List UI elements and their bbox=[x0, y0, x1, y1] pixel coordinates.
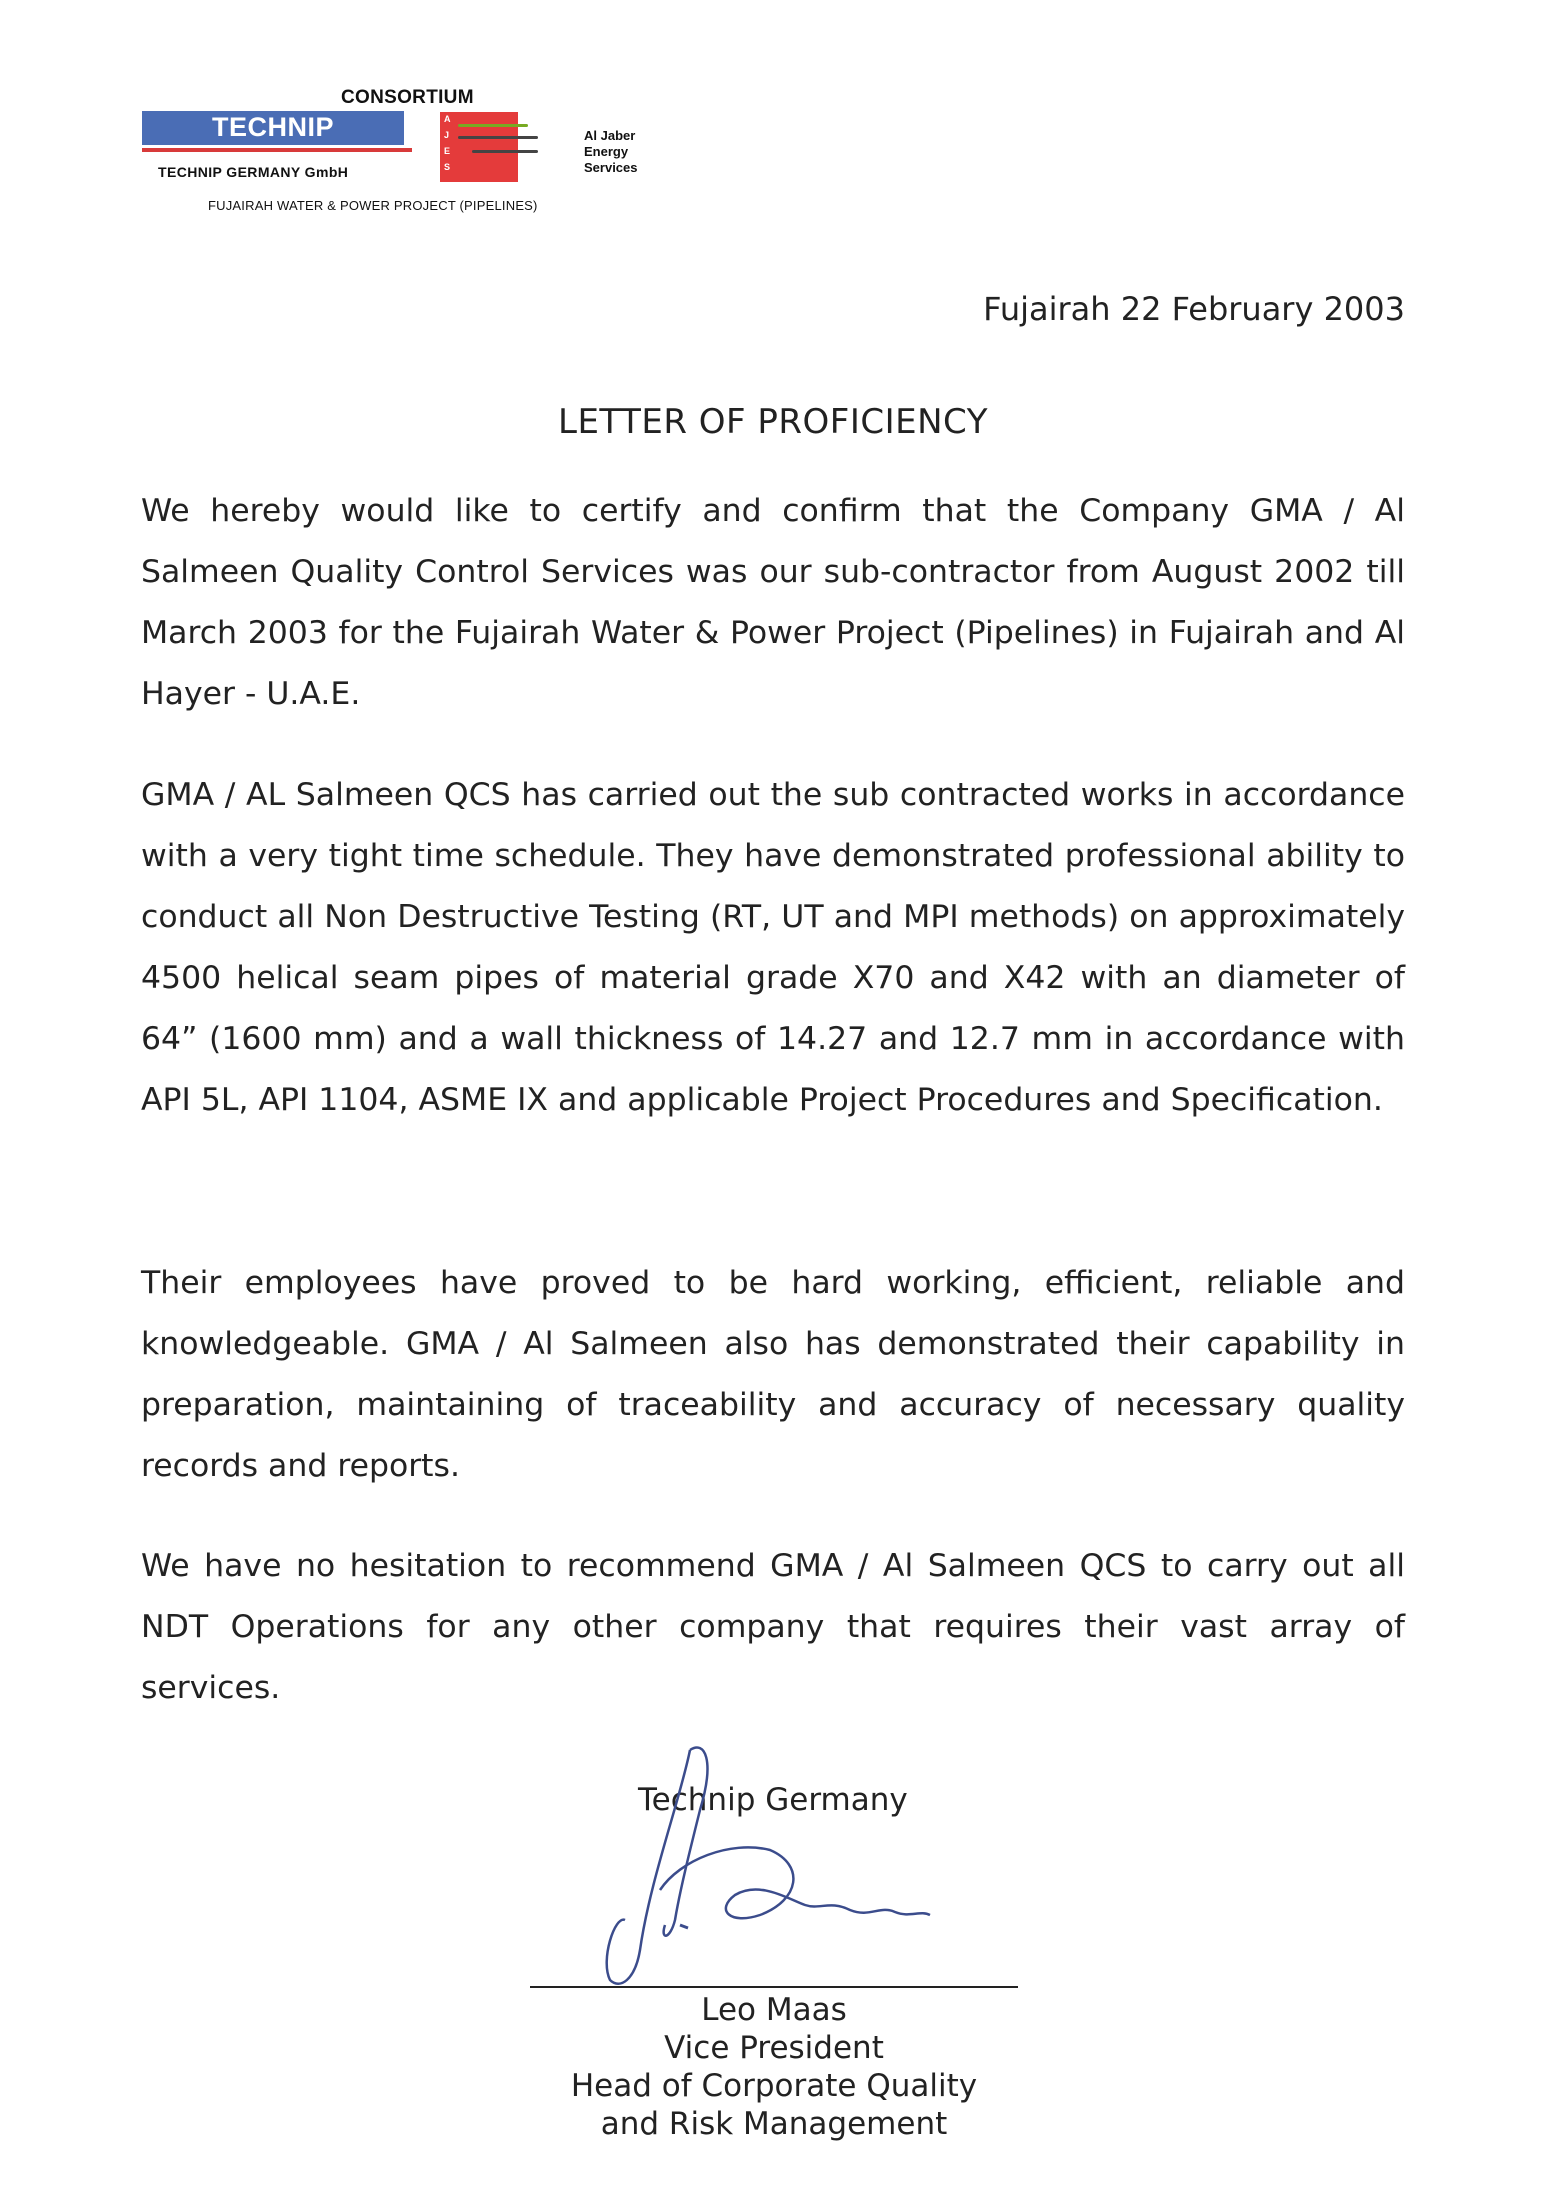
ajes-letter: J bbox=[444, 130, 450, 140]
al-jaber-line: Al Jaber bbox=[584, 128, 636, 143]
signer-name: Leo Maas bbox=[701, 1992, 847, 2028]
al-jaber-line: Services bbox=[584, 160, 638, 175]
signature-block bbox=[530, 1740, 1030, 2142]
project-name: FUJAIRAH WATER & POWER PROJECT (PIPELINES) bbox=[208, 198, 538, 213]
paragraph bbox=[141, 1253, 1405, 1497]
technip-logo bbox=[142, 111, 404, 145]
ajes-letter: E bbox=[444, 146, 451, 156]
signer-department: and Risk Management bbox=[600, 2106, 948, 2142]
letterhead bbox=[138, 84, 678, 224]
paragraph-text: We hereby would like to certify and confirm that the Company GMA / Al Salmeen Quality Control Services was our sub-contractor from August 2002 till March 2003 for the Fujairah Water & Power Project (Pipelines) in Fujairah and Al Hayer - U.A.E. bbox=[141, 493, 1405, 712]
letter-date: Fujairah 22 February 2003 bbox=[983, 290, 1405, 328]
paragraph bbox=[141, 1536, 1405, 1719]
technip-logo-underline bbox=[142, 148, 412, 152]
paragraph-text: GMA / AL Salmeen QCS has carried out the sub contracted works in accordance with a very tight time schedule. They have demonstrated professional ability to conduct all Non Destructive Testing (RT, UT and MPI methods) on approximately 4500 helical seam pipes of material grade X70 and X42 with an diameter of 64” (1600 mm) and a wall thickness of 14.27 and 12.7 mm in accordance with API 5L, API 1104, ASME IX and applicable Project Procedures and Specification. bbox=[141, 777, 1405, 1118]
paragraph-text: Their employees have proved to be hard working, efficient, reliable and knowledgeable. GMA / Al Salmeen also has demonstrated their capability in preparation, maintaining of traceability and accuracy of necessary quality records and reports. bbox=[141, 1265, 1405, 1484]
handwritten-signature bbox=[530, 1740, 1030, 2020]
ajes-wave bbox=[458, 136, 538, 139]
al-jaber-label bbox=[584, 128, 638, 176]
paragraph-text: We have no hesitation to recommend GMA / Al Salmeen QCS to carry out all NDT Operations for any other company that requires their vast array of services. bbox=[141, 1548, 1405, 1706]
al-jaber-line: Energy bbox=[584, 144, 629, 159]
paragraph bbox=[141, 481, 1405, 725]
letter-title: LETTER OF PROFICIENCY bbox=[558, 402, 988, 442]
signature-company: Technip Germany bbox=[638, 1782, 908, 1818]
signer-role: Vice President bbox=[664, 2030, 884, 2066]
signature-line bbox=[530, 1986, 1018, 1988]
ajes-wave bbox=[472, 150, 538, 153]
signer-department: Head of Corporate Quality bbox=[570, 2068, 978, 2104]
paragraph bbox=[141, 765, 1405, 1131]
ajes-wave bbox=[458, 124, 528, 127]
consortium-label: CONSORTIUM bbox=[341, 87, 474, 108]
technip-germany-label: TECHNIP GERMANY GmbH bbox=[158, 164, 349, 180]
ajes-logo bbox=[440, 112, 518, 182]
technip-logo-text: TECHNIP bbox=[211, 112, 334, 142]
ajes-letter: A bbox=[444, 114, 451, 124]
ajes-letter: S bbox=[444, 162, 451, 172]
